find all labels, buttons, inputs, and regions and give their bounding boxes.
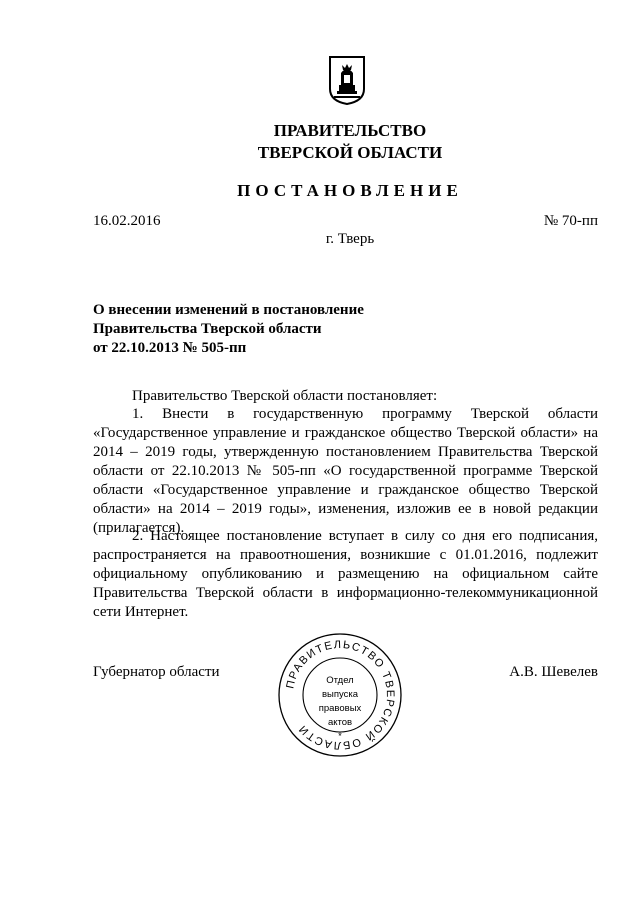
- stamp-line3: правовых: [318, 703, 362, 714]
- signatory-role: Губернатор области: [93, 664, 220, 680]
- stamp-ring-text: ПРАВИТЕЛЬСТВО ТВЕРСКОЙ ОБЛАСТИ: [284, 638, 397, 752]
- paragraph-2: 2. Настоящее постановление вступает в силу со дня его подписания, распространяется на правоотношения, возникшие с 01.01.2016, подлежит официальному опубликованию и размещению на официальном сайте Правительства Тверской области в информационно-телекоммуникационной сети Интернет.: [93, 528, 598, 620]
- stamp-line2: выпуска: [321, 689, 359, 700]
- document-number: № 70-пп: [543, 213, 598, 229]
- government-title-line1: ПРАВИТЕЛЬСТВО: [273, 121, 427, 140]
- title-line1: О внесении изменений в постановление: [93, 302, 364, 318]
- title-line3: от 22.10.2013 № 505-пп: [93, 340, 247, 356]
- document-type: ПОСТАНОВЛЕНИЕ: [237, 181, 463, 200]
- title-line2: Правительства Тверской области: [93, 321, 322, 337]
- stamp-line1: Отдел: [326, 675, 354, 686]
- stamp-line4: актов: [327, 717, 353, 728]
- intro-paragraph: Правительство Тверской области постановляет:: [132, 388, 438, 404]
- stamp-star: *: [338, 731, 342, 742]
- government-title-line2: ТВЕРСКОЙ ОБЛАСТИ: [257, 143, 443, 162]
- signatory-name: А.В. Шевелев: [509, 664, 598, 680]
- document-date: 16.02.2016: [93, 213, 161, 229]
- stamp-inner-text: [311, 674, 369, 744]
- document-city: г. Тверь: [325, 231, 375, 247]
- paragraph-1: 1. Внести в государственную программу Тверской области «Государственное управление и гражданское общество Тверской области» на 2014 – 2019 годы, утвержденную постановлением Правительства Тверской области от 22.10.2013 № 505-пп «О государственной программе Тверской области «Государственное управление и гражданское общество Тверской области» на 2014 – 2019 годы», изменения, изложив ее в новой редакции (прилагается).: [93, 406, 598, 536]
- document-title: [93, 301, 364, 358]
- tver-coat-of-arms-icon: [328, 55, 366, 105]
